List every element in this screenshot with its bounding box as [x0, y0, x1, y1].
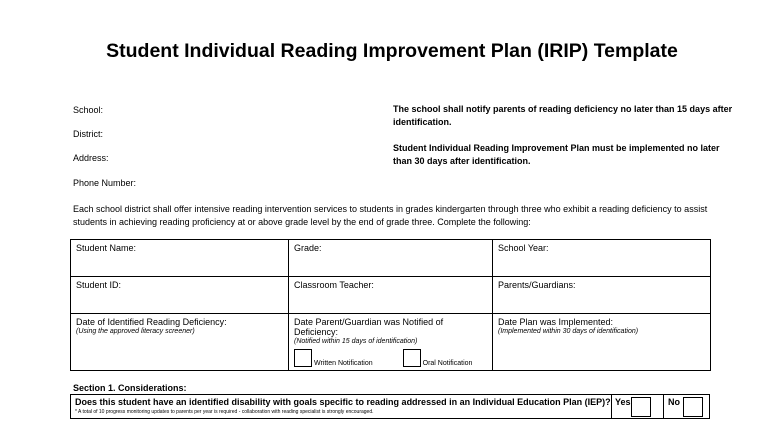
divider	[611, 395, 612, 418]
student-info-table	[70, 239, 711, 371]
yes-label: Yes	[615, 397, 631, 407]
student-name-cell[interactable]	[71, 240, 289, 277]
date-deficiency-note: (Using the approved literacy screener)	[76, 328, 195, 335]
intro-paragraph: Each school district shall offer intensive reading intervention services to students in grades kindergarten through three who exhibit a reading deficiency to assist students in achieving reading proficiency at or above grade level by the end of grade three. Complete the following:	[73, 204, 708, 227]
implement-notice: Student Individual Reading Improvement Plan must be implemented no later than 30 days after identification.	[393, 143, 720, 166]
date-implemented-cell[interactable]	[493, 314, 711, 371]
school-label: School:	[73, 105, 104, 115]
date-implemented-label: Date Plan was Implemented:	[498, 317, 614, 327]
phone-label: Phone Number:	[73, 178, 137, 188]
divider	[663, 395, 664, 418]
section-1-heading: Section 1. Considerations:	[73, 383, 187, 393]
parents-label: Parents/Guardians:	[498, 280, 576, 290]
written-notification-checkbox[interactable]	[294, 349, 312, 367]
yes-checkbox[interactable]	[631, 397, 651, 417]
date-implemented-note: (Implemented within 30 days of identification)	[498, 328, 639, 335]
district-label: District:	[73, 129, 103, 139]
notification-checks	[294, 349, 487, 367]
iep-question-row	[70, 394, 710, 419]
classroom-teacher-cell[interactable]	[289, 277, 493, 314]
parents-cell[interactable]	[493, 277, 711, 314]
school-year-cell[interactable]	[493, 240, 711, 277]
student-name-label: Student Name:	[76, 243, 137, 253]
page-title: Student Individual Reading Improvement Plan (IRIP) Template	[106, 40, 678, 62]
date-notified-label: Date Parent/Guardian was Notified of Deficiency:	[294, 317, 444, 337]
school-year-label: School Year:	[498, 243, 549, 253]
classroom-teacher-label: Classroom Teacher:	[294, 280, 374, 290]
date-deficiency-label: Date of Identified Reading Deficiency:	[76, 317, 227, 327]
grade-cell[interactable]	[289, 240, 493, 277]
notify-notice: The school shall notify parents of reading deficiency no later than 15 days after identification.	[393, 104, 733, 127]
no-label: No	[668, 397, 680, 407]
date-notified-cell[interactable]	[289, 314, 493, 371]
grade-label: Grade:	[294, 243, 322, 253]
oral-notification-label: Oral Notification	[422, 360, 473, 367]
iep-question: Does this student have an identified disability with goals specific to reading addressed in an Individual Education Plan (IEP)?	[75, 397, 611, 407]
written-notification-label: Written Notification	[314, 360, 373, 367]
no-checkbox[interactable]	[683, 397, 703, 417]
date-deficiency-cell[interactable]	[71, 314, 289, 371]
address-label: Address:	[73, 153, 109, 163]
student-id-cell[interactable]	[71, 277, 289, 314]
date-notified-note: (Notified within 15 days of identification)	[294, 338, 418, 345]
student-id-label: Student ID:	[76, 280, 122, 290]
oral-notification-checkbox[interactable]	[403, 349, 421, 367]
iep-footnote: * A total of 10 progress monitoring updates to parents per year is required - collaboration with reading specialist is strongly encouraged.	[75, 409, 374, 415]
